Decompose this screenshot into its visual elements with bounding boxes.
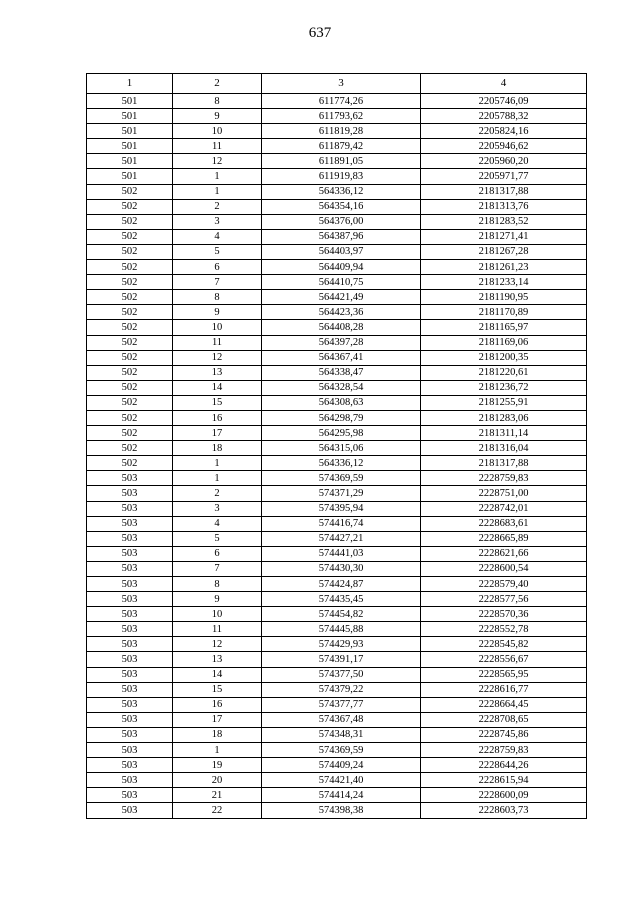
cell-object-id: 502	[87, 410, 173, 425]
cell-point-number: 11	[173, 335, 262, 350]
cell-object-id: 502	[87, 305, 173, 320]
table-row	[87, 169, 587, 184]
cell-object-id: 503	[87, 577, 173, 592]
table-row	[87, 773, 587, 788]
cell-object-id: 502	[87, 229, 173, 244]
table-row	[87, 184, 587, 199]
cell-coordinate-y: 2228664,45	[421, 697, 587, 712]
table-row	[87, 260, 587, 275]
cell-coordinate-y: 2181311,14	[421, 426, 587, 441]
cell-coordinate-x: 574377,50	[262, 667, 421, 682]
cell-coordinate-x: 574416,74	[262, 516, 421, 531]
cell-coordinate-x: 574427,21	[262, 531, 421, 546]
table-row	[87, 561, 587, 576]
cell-object-id: 501	[87, 94, 173, 109]
cell-object-id: 503	[87, 652, 173, 667]
cell-coordinate-x: 574369,59	[262, 743, 421, 758]
table-row	[87, 335, 587, 350]
cell-coordinate-x: 574445,88	[262, 622, 421, 637]
cell-coordinate-x: 564376,00	[262, 214, 421, 229]
cell-point-number: 7	[173, 275, 262, 290]
table-row	[87, 682, 587, 697]
cell-coordinate-y: 2181220,61	[421, 365, 587, 380]
cell-point-number: 20	[173, 773, 262, 788]
cell-object-id: 503	[87, 773, 173, 788]
cell-coordinate-x: 574429,93	[262, 637, 421, 652]
cell-object-id: 503	[87, 712, 173, 727]
cell-point-number: 21	[173, 788, 262, 803]
table-row	[87, 592, 587, 607]
cell-point-number: 18	[173, 441, 262, 456]
cell-point-number: 8	[173, 94, 262, 109]
cell-coordinate-y: 2228708,65	[421, 712, 587, 727]
table-row	[87, 350, 587, 365]
table-row	[87, 667, 587, 682]
cell-coordinate-x: 611891,05	[262, 154, 421, 169]
cell-coordinate-y: 2181267,28	[421, 244, 587, 259]
cell-coordinate-y: 2181255,91	[421, 395, 587, 410]
table-row	[87, 712, 587, 727]
table-row	[87, 109, 587, 124]
cell-point-number: 9	[173, 592, 262, 607]
cell-object-id: 503	[87, 622, 173, 637]
cell-object-id: 501	[87, 154, 173, 169]
cell-coordinate-x: 564336,12	[262, 456, 421, 471]
cell-coordinate-y: 2228665,89	[421, 531, 587, 546]
cell-point-number: 1	[173, 743, 262, 758]
cell-coordinate-x: 564410,75	[262, 275, 421, 290]
cell-point-number: 12	[173, 350, 262, 365]
cell-point-number: 1	[173, 184, 262, 199]
table-row	[87, 380, 587, 395]
cell-coordinate-x: 564336,12	[262, 184, 421, 199]
cell-coordinate-x: 574421,40	[262, 773, 421, 788]
header-row	[87, 74, 587, 94]
cell-coordinate-x: 564387,96	[262, 229, 421, 244]
cell-point-number: 6	[173, 260, 262, 275]
cell-coordinate-y: 2205971,77	[421, 169, 587, 184]
cell-point-number: 1	[173, 456, 262, 471]
cell-coordinate-y: 2228579,40	[421, 577, 587, 592]
cell-object-id: 503	[87, 607, 173, 622]
cell-coordinate-x: 574395,94	[262, 501, 421, 516]
cell-coordinate-y: 2181317,88	[421, 456, 587, 471]
table-row	[87, 727, 587, 742]
cell-coordinate-x: 574454,82	[262, 607, 421, 622]
cell-object-id: 502	[87, 199, 173, 214]
cell-coordinate-x: 574379,22	[262, 682, 421, 697]
cell-coordinate-x: 574391,17	[262, 652, 421, 667]
cell-coordinate-y: 2181200,35	[421, 350, 587, 365]
cell-coordinate-x: 574367,48	[262, 712, 421, 727]
cell-coordinate-y: 2181313,76	[421, 199, 587, 214]
cell-coordinate-x: 574371,29	[262, 486, 421, 501]
cell-coordinate-y: 2181233,14	[421, 275, 587, 290]
table-row	[87, 577, 587, 592]
cell-point-number: 12	[173, 637, 262, 652]
cell-coordinate-y: 2228577,56	[421, 592, 587, 607]
cell-point-number: 15	[173, 395, 262, 410]
cell-coordinate-x: 564408,28	[262, 320, 421, 335]
cell-object-id: 503	[87, 531, 173, 546]
cell-coordinate-x: 564354,16	[262, 199, 421, 214]
cell-point-number: 8	[173, 290, 262, 305]
cell-object-id: 503	[87, 546, 173, 561]
cell-coordinate-y: 2181165,97	[421, 320, 587, 335]
cell-object-id: 503	[87, 743, 173, 758]
cell-coordinate-y: 2228603,73	[421, 803, 587, 818]
coordinates-table	[86, 73, 587, 819]
page-number: 637	[308, 25, 332, 41]
cell-coordinate-y: 2205746,09	[421, 94, 587, 109]
cell-object-id: 503	[87, 501, 173, 516]
cell-point-number: 4	[173, 516, 262, 531]
cell-point-number: 1	[173, 471, 262, 486]
cell-point-number: 9	[173, 305, 262, 320]
cell-coordinate-x: 574441,03	[262, 546, 421, 561]
table-row	[87, 410, 587, 425]
cell-object-id: 501	[87, 109, 173, 124]
cell-point-number: 17	[173, 426, 262, 441]
cell-point-number: 16	[173, 410, 262, 425]
table-row	[87, 275, 587, 290]
cell-coordinate-y: 2181170,89	[421, 305, 587, 320]
table-row	[87, 395, 587, 410]
table-row	[87, 441, 587, 456]
cell-object-id: 503	[87, 516, 173, 531]
cell-object-id: 502	[87, 426, 173, 441]
table-row	[87, 788, 587, 803]
cell-coordinate-y: 2228745,86	[421, 727, 587, 742]
cell-coordinate-x: 564338,47	[262, 365, 421, 380]
cell-object-id: 502	[87, 365, 173, 380]
cell-object-id: 503	[87, 697, 173, 712]
cell-coordinate-y: 2228552,78	[421, 622, 587, 637]
cell-object-id: 502	[87, 335, 173, 350]
cell-coordinate-x: 564409,94	[262, 260, 421, 275]
cell-object-id: 503	[87, 561, 173, 576]
cell-coordinate-y: 2205788,32	[421, 109, 587, 124]
cell-coordinate-y: 2228600,54	[421, 561, 587, 576]
table-row	[87, 546, 587, 561]
table-row	[87, 214, 587, 229]
cell-coordinate-y: 2228759,83	[421, 743, 587, 758]
cell-object-id: 502	[87, 275, 173, 290]
table-row	[87, 743, 587, 758]
table-row	[87, 320, 587, 335]
table-row	[87, 456, 587, 471]
cell-coordinate-y: 2205960,20	[421, 154, 587, 169]
column-header-3: 3	[262, 74, 421, 94]
table-row	[87, 607, 587, 622]
cell-object-id: 501	[87, 139, 173, 154]
cell-coordinate-y: 2181283,06	[421, 410, 587, 425]
cell-object-id: 503	[87, 471, 173, 486]
cell-object-id: 503	[87, 727, 173, 742]
cell-point-number: 3	[173, 214, 262, 229]
cell-coordinate-x: 564298,79	[262, 410, 421, 425]
cell-object-id: 503	[87, 758, 173, 773]
cell-object-id: 502	[87, 380, 173, 395]
cell-coordinate-x: 574409,24	[262, 758, 421, 773]
table-row	[87, 139, 587, 154]
cell-point-number: 11	[173, 622, 262, 637]
table-row	[87, 124, 587, 139]
cell-point-number: 11	[173, 139, 262, 154]
cell-object-id: 502	[87, 260, 173, 275]
cell-object-id: 501	[87, 169, 173, 184]
table-row	[87, 516, 587, 531]
cell-coordinate-x: 611879,42	[262, 139, 421, 154]
table-row	[87, 94, 587, 109]
cell-coordinate-x: 611774,26	[262, 94, 421, 109]
cell-point-number: 10	[173, 607, 262, 622]
cell-coordinate-y: 2228621,66	[421, 546, 587, 561]
cell-point-number: 4	[173, 229, 262, 244]
cell-coordinate-x: 564295,98	[262, 426, 421, 441]
cell-object-id: 503	[87, 803, 173, 818]
cell-object-id: 502	[87, 456, 173, 471]
cell-point-number: 5	[173, 531, 262, 546]
cell-coordinate-y: 2228683,61	[421, 516, 587, 531]
cell-coordinate-x: 574377,77	[262, 697, 421, 712]
cell-coordinate-x: 564423,36	[262, 305, 421, 320]
table-row	[87, 290, 587, 305]
table-row	[87, 154, 587, 169]
cell-coordinate-x: 564403,97	[262, 244, 421, 259]
cell-point-number: 13	[173, 652, 262, 667]
cell-object-id: 503	[87, 788, 173, 803]
table-row	[87, 531, 587, 546]
cell-coordinate-y: 2181316,04	[421, 441, 587, 456]
cell-point-number: 7	[173, 561, 262, 576]
cell-point-number: 6	[173, 546, 262, 561]
cell-coordinate-x: 574348,31	[262, 727, 421, 742]
cell-point-number: 14	[173, 380, 262, 395]
cell-coordinate-y: 2181236,72	[421, 380, 587, 395]
cell-point-number: 15	[173, 682, 262, 697]
cell-object-id: 502	[87, 290, 173, 305]
column-header-2: 2	[173, 74, 262, 94]
table-row	[87, 229, 587, 244]
cell-object-id: 503	[87, 667, 173, 682]
cell-coordinate-y: 2181169,06	[421, 335, 587, 350]
table-row	[87, 305, 587, 320]
cell-coordinate-y: 2181271,41	[421, 229, 587, 244]
cell-object-id: 502	[87, 320, 173, 335]
column-header-4: 4	[421, 74, 587, 94]
cell-coordinate-x: 564367,41	[262, 350, 421, 365]
cell-coordinate-x: 574414,24	[262, 788, 421, 803]
cell-point-number: 19	[173, 758, 262, 773]
cell-point-number: 22	[173, 803, 262, 818]
cell-coordinate-y: 2228616,77	[421, 682, 587, 697]
cell-object-id: 502	[87, 244, 173, 259]
cell-point-number: 2	[173, 486, 262, 501]
cell-object-id: 503	[87, 682, 173, 697]
table-row	[87, 637, 587, 652]
cell-object-id: 501	[87, 124, 173, 139]
cell-point-number: 12	[173, 154, 262, 169]
cell-coordinate-x: 611819,28	[262, 124, 421, 139]
column-header-1: 1	[87, 74, 173, 94]
table-row	[87, 199, 587, 214]
cell-coordinate-y: 2228751,00	[421, 486, 587, 501]
table-row	[87, 501, 587, 516]
cell-coordinate-x: 564397,28	[262, 335, 421, 350]
table-row	[87, 426, 587, 441]
cell-object-id: 503	[87, 637, 173, 652]
cell-point-number: 14	[173, 667, 262, 682]
cell-coordinate-x: 574435,45	[262, 592, 421, 607]
table-row	[87, 365, 587, 380]
cell-object-id: 503	[87, 592, 173, 607]
cell-coordinate-y: 2228556,67	[421, 652, 587, 667]
cell-coordinate-y: 2205824,16	[421, 124, 587, 139]
cell-object-id: 502	[87, 184, 173, 199]
table-row	[87, 471, 587, 486]
cell-coordinate-y: 2228644,26	[421, 758, 587, 773]
cell-object-id: 502	[87, 350, 173, 365]
table-row	[87, 652, 587, 667]
table-row	[87, 486, 587, 501]
cell-coordinate-y: 2228615,94	[421, 773, 587, 788]
cell-coordinate-x: 574424,87	[262, 577, 421, 592]
cell-coordinate-y: 2228600,09	[421, 788, 587, 803]
cell-coordinate-y: 2181283,52	[421, 214, 587, 229]
cell-point-number: 5	[173, 244, 262, 259]
cell-object-id: 503	[87, 486, 173, 501]
cell-coordinate-y: 2181261,23	[421, 260, 587, 275]
cell-point-number: 18	[173, 727, 262, 742]
cell-coordinate-x: 564328,54	[262, 380, 421, 395]
cell-point-number: 1	[173, 169, 262, 184]
table-row	[87, 697, 587, 712]
cell-point-number: 9	[173, 109, 262, 124]
table-row	[87, 758, 587, 773]
cell-coordinate-x: 574398,38	[262, 803, 421, 818]
cell-coordinate-x: 611919,83	[262, 169, 421, 184]
cell-coordinate-y: 2181317,88	[421, 184, 587, 199]
cell-coordinate-x: 611793,62	[262, 109, 421, 124]
cell-coordinate-x: 564308,63	[262, 395, 421, 410]
table-row	[87, 803, 587, 818]
cell-coordinate-x: 574369,59	[262, 471, 421, 486]
cell-coordinate-y: 2205946,62	[421, 139, 587, 154]
cell-coordinate-y: 2228545,82	[421, 637, 587, 652]
cell-point-number: 10	[173, 124, 262, 139]
cell-point-number: 16	[173, 697, 262, 712]
cell-coordinate-x: 574430,30	[262, 561, 421, 576]
cell-point-number: 13	[173, 365, 262, 380]
table-header	[87, 74, 587, 94]
cell-coordinate-y: 2228570,36	[421, 607, 587, 622]
cell-point-number: 10	[173, 320, 262, 335]
table-row	[87, 622, 587, 637]
cell-point-number: 17	[173, 712, 262, 727]
cell-object-id: 502	[87, 214, 173, 229]
cell-point-number: 3	[173, 501, 262, 516]
cell-point-number: 2	[173, 199, 262, 214]
cell-object-id: 502	[87, 395, 173, 410]
cell-coordinate-x: 564315,06	[262, 441, 421, 456]
cell-coordinate-x: 564421,49	[262, 290, 421, 305]
cell-coordinate-y: 2228565,95	[421, 667, 587, 682]
table-body	[87, 94, 587, 819]
cell-coordinate-y: 2228759,83	[421, 471, 587, 486]
cell-coordinate-y: 2228742,01	[421, 501, 587, 516]
cell-object-id: 502	[87, 441, 173, 456]
table-row	[87, 244, 587, 259]
cell-coordinate-y: 2181190,95	[421, 290, 587, 305]
cell-point-number: 8	[173, 577, 262, 592]
